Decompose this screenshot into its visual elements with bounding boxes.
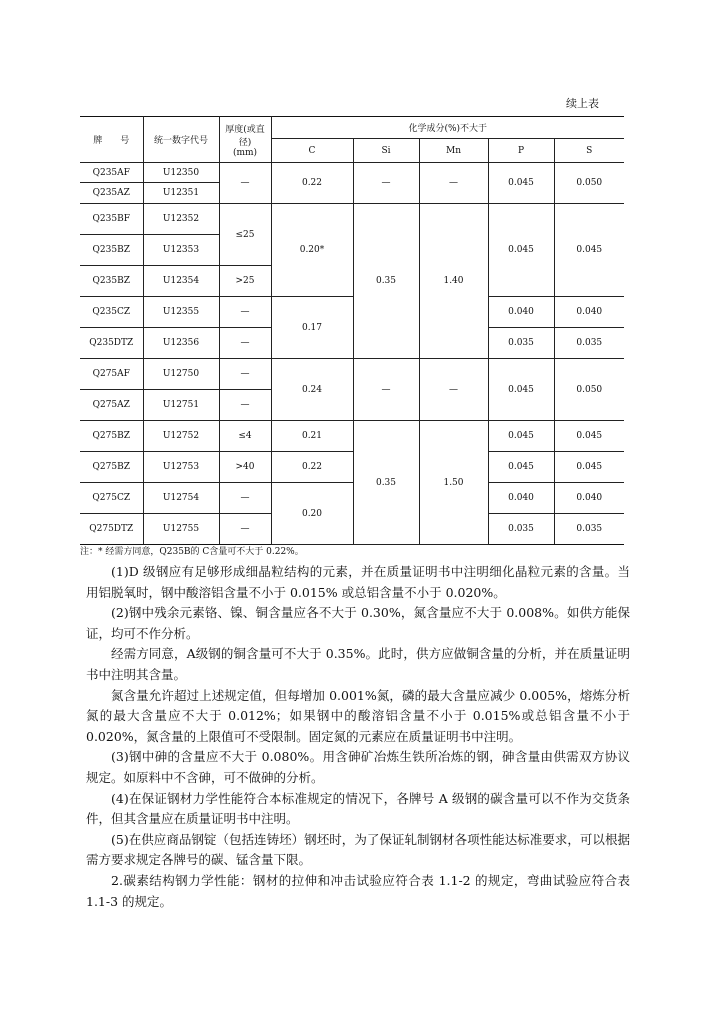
- cell-c: 0.20*: [271, 204, 353, 297]
- header-mn: Mn: [419, 139, 488, 163]
- paragraph: (4)在保证钢材力学性能符合本标准规定的情况下，各牌号 A 级钢的碳含量可以不作为交货条件，但其含量应在质量证明书中注明。: [86, 790, 630, 827]
- header-p: P: [488, 139, 554, 163]
- table-row: [80, 297, 624, 328]
- cell-mn: 1.40: [419, 204, 488, 359]
- table-row: [80, 421, 624, 452]
- cell-thickness: —: [219, 297, 271, 328]
- cell-code: U12353: [143, 235, 219, 266]
- cell-p: 0.045: [488, 421, 554, 452]
- cell-c: 0.24: [271, 359, 353, 421]
- cell-s: 0.045: [554, 421, 624, 452]
- cell-grade: Q275BZ: [80, 421, 143, 452]
- header-grade: 牌 号: [80, 117, 143, 163]
- cell-si: —: [353, 163, 419, 204]
- cell-code: U12355: [143, 297, 219, 328]
- cell-thickness: ≤4: [219, 421, 271, 452]
- header-code: 统一数字代号: [143, 117, 219, 163]
- cell-p: 0.040: [488, 297, 554, 328]
- cell-code: U12755: [143, 514, 219, 545]
- cell-c: 0.21: [271, 421, 353, 452]
- cell-code: U12354: [143, 266, 219, 297]
- cell-code: U12751: [143, 390, 219, 421]
- cell-mn: —: [419, 163, 488, 204]
- table-row: [80, 452, 624, 483]
- paragraph: 氮含量允许超过上述规定值，但每增加 0.001%氮，磷的最大含量应减少 0.005%，熔炼分析氮的最大含量应不大于 0.012%；如果钢中的酸溶铝含量不小于 0.015%或总铝含量不小于 0.020%，氮含量的上限值可不受限制。固定氮的元素应在质量证明书中注明。: [86, 687, 630, 744]
- cell-thickness: —: [219, 514, 271, 545]
- paragraph: 经需方同意，A级钢的铜含量可不大于 0.35%。此时，供方应做铜含量的分析，并在质量证明书中注明其含量。: [86, 646, 630, 682]
- cell-grade: Q235AZ: [80, 183, 143, 204]
- cell-s: 0.045: [554, 204, 624, 297]
- body-text: [86, 562, 630, 912]
- cell-p: 0.035: [488, 514, 554, 545]
- cell-thickness: —: [219, 359, 271, 390]
- chemical-composition-table: [80, 116, 624, 545]
- cell-grade: Q275AF: [80, 359, 143, 390]
- cell-c: 0.22: [271, 163, 353, 204]
- header-c: C: [271, 139, 353, 163]
- cell-s: 0.040: [554, 297, 624, 328]
- table-row: [80, 483, 624, 514]
- cell-s: 0.035: [554, 514, 624, 545]
- cell-s: 0.050: [554, 163, 624, 204]
- cell-grade: Q235BF: [80, 204, 143, 235]
- cell-code: U12753: [143, 452, 219, 483]
- paragraph: (2)钢中残余元素铬、镍、铜含量应各不大于 0.30%，氮含量应不大于 0.008%。如供方能保证，均可不作分析。: [86, 605, 630, 641]
- cell-grade: Q235AF: [80, 163, 143, 183]
- cell-c: 0.22: [271, 452, 353, 483]
- header-thickness-unit: (mm): [232, 147, 258, 158]
- cell-grade: Q275DTZ: [80, 514, 143, 545]
- cell-si: —: [353, 359, 419, 421]
- cell-mn: —: [419, 359, 488, 421]
- cell-p: 0.035: [488, 328, 554, 359]
- paragraph: (1)D 级钢应有足够形成细晶粒结构的元素，并在质量证明书中注明细化晶粒元素的含量。当用铝脱氧时，钢中酸溶铝含量不小于 0.015% 或总铝含量不小于 0.020%。: [86, 564, 630, 600]
- cell-s: 0.035: [554, 328, 624, 359]
- continued-label: 续上表: [566, 97, 599, 110]
- cell-p: 0.045: [488, 204, 554, 297]
- paragraph: (5)在供应商品钢锭（包括连铸坯）钢坯时，为了保证轧制钢材各项性能达标准要求，可以根据需方要求规定各牌号的碳、锰含量下限。: [86, 831, 630, 868]
- cell-thickness: —: [219, 163, 271, 204]
- cell-thickness: ≤25: [219, 204, 271, 266]
- cell-p: 0.040: [488, 483, 554, 514]
- table-note: 注：* 经需方同意，Q235B的 C含量可不大于 0.22%。: [80, 547, 304, 557]
- cell-s: 0.045: [554, 452, 624, 483]
- header-si: Si: [353, 139, 419, 163]
- cell-code: U12351: [143, 183, 219, 204]
- cell-code: U12350: [143, 163, 219, 183]
- cell-c: 0.20: [271, 483, 353, 545]
- cell-grade: Q235BZ: [80, 266, 143, 297]
- cell-thickness: —: [219, 390, 271, 421]
- header-thickness: [219, 117, 271, 163]
- cell-p: 0.045: [488, 163, 554, 204]
- cell-grade: Q235BZ: [80, 235, 143, 266]
- cell-code: U12750: [143, 359, 219, 390]
- cell-grade: Q235DTZ: [80, 328, 143, 359]
- cell-mn: 1.50: [419, 421, 488, 545]
- cell-thickness: >25: [219, 266, 271, 297]
- cell-code: U12352: [143, 204, 219, 235]
- table-row: [80, 359, 624, 390]
- cell-grade: Q235CZ: [80, 297, 143, 328]
- cell-si: 0.35: [353, 421, 419, 545]
- table-row: [80, 204, 624, 235]
- cell-p: 0.045: [488, 359, 554, 421]
- cell-thickness: >40: [219, 452, 271, 483]
- header-chemical-composition: 化学成分(%)不大于: [271, 117, 624, 139]
- cell-s: 0.040: [554, 483, 624, 514]
- cell-grade: Q275CZ: [80, 483, 143, 514]
- paragraph: 2.碳素结构钢力学性能：钢材的拉伸和冲击试验应符合表 1.1-2 的规定，弯曲试验应符合表 1.1-3 的规定。: [86, 872, 630, 909]
- cell-c: 0.17: [271, 297, 353, 359]
- cell-grade: Q275BZ: [80, 452, 143, 483]
- header-thickness-label: 厚度(或直径): [225, 124, 265, 148]
- cell-thickness: —: [219, 328, 271, 359]
- table-row: [80, 163, 624, 183]
- cell-s: 0.050: [554, 359, 624, 421]
- cell-thickness: —: [219, 483, 271, 514]
- cell-code: U12752: [143, 421, 219, 452]
- header-s: S: [554, 139, 624, 163]
- cell-grade: Q275AZ: [80, 390, 143, 421]
- cell-code: U12356: [143, 328, 219, 359]
- cell-p: 0.045: [488, 452, 554, 483]
- cell-code: U12754: [143, 483, 219, 514]
- paragraph: (3)钢中砷的含量应不大于 0.080%。用含砷矿冶炼生铁所冶炼的钢，砷含量由供需双方协议规定。如原料中不含砷，可不做砷的分析。: [86, 749, 630, 785]
- cell-si: 0.35: [353, 204, 419, 359]
